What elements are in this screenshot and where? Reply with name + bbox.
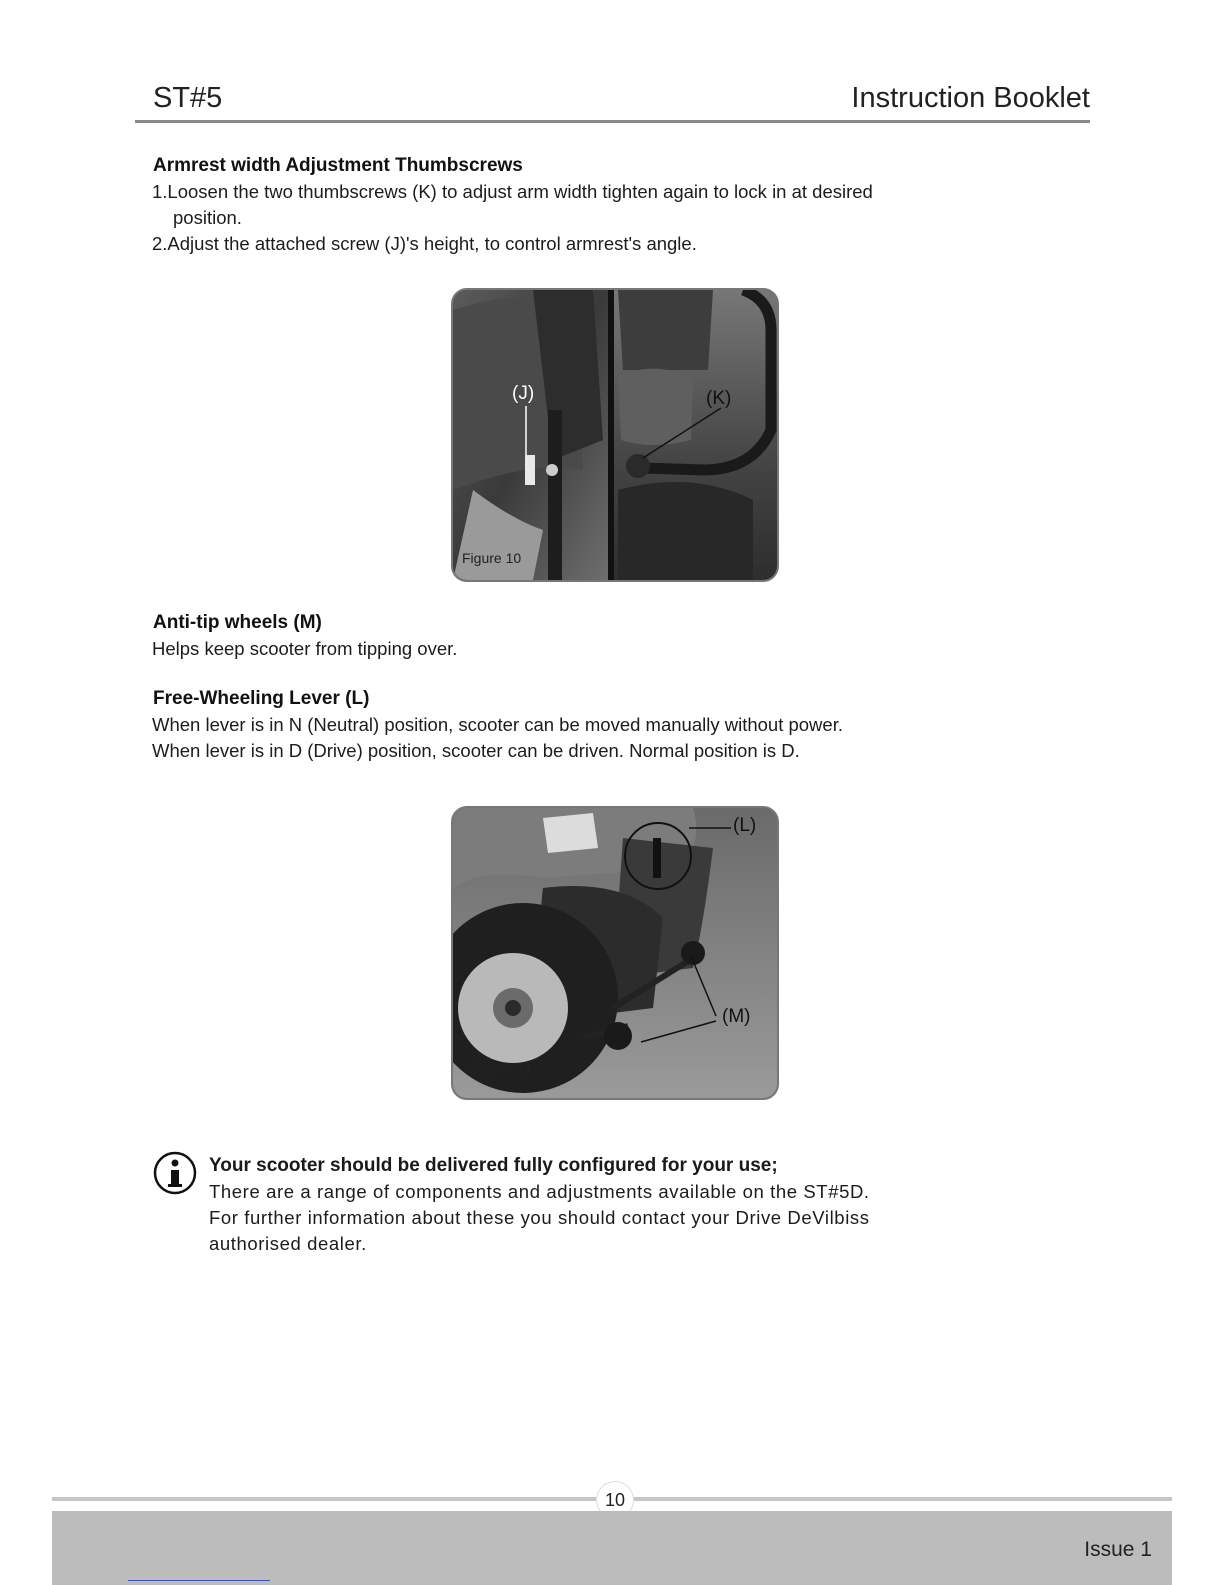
note-line-2: For further information about these you should contact your Drive DeVilbiss — [209, 1207, 870, 1228]
note-heading: Your scooter should be delivered fully configured for your use; — [209, 1155, 778, 1176]
figure-10-label-j: (J) — [512, 383, 535, 404]
note-line-1: There are a range of components and adjustments available on the ST#5D. — [209, 1181, 870, 1202]
header-model: ST#5 — [153, 82, 223, 114]
footer-link-underline — [128, 1580, 270, 1581]
figure-11-caption: Figure 11 — [470, 1060, 533, 1077]
armrest-heading: Armrest width Adjustment Thumbscrews — [153, 155, 523, 176]
armrest-step-1: 1.Loosen the two thumbscrews (K) to adjust arm width tighten again to lock in at desired — [152, 181, 873, 202]
figure-10-caption: Figure 10 — [462, 550, 522, 566]
antitip-text: Helps keep scooter from tipping over. — [152, 638, 458, 659]
note-line-3: authorised dealer. — [209, 1233, 367, 1254]
figure-11-label-m: (M) — [722, 1006, 751, 1027]
figure-11-label-l: (L) — [733, 815, 757, 836]
freewheel-heading: Free-Wheeling Lever (L) — [153, 688, 370, 709]
info-icon — [152, 1150, 198, 1196]
footer-band — [52, 1511, 1172, 1585]
freewheel-line-2: When lever is in D (Drive) position, scooter can be driven. Normal position is D. — [152, 740, 800, 761]
header-title: Instruction Booklet — [851, 82, 1090, 114]
antitip-heading: Anti-tip wheels (M) — [153, 612, 322, 633]
freewheel-line-1: When lever is in N (Neutral) position, scooter can be moved manually without power. — [152, 714, 843, 735]
header-divider — [135, 120, 1090, 123]
issue-label: Issue 1 — [1084, 1538, 1152, 1561]
figure-10-leader-lines — [451, 288, 775, 578]
page-number: 10 — [596, 1481, 634, 1519]
armrest-step-2: 2.Adjust the attached screw (J)'s height, to control armrest's angle. — [152, 233, 697, 254]
figure-10-label-k: (K) — [706, 388, 732, 409]
armrest-step-1-cont: position. — [173, 207, 242, 228]
figure-11-leader-lines — [451, 806, 775, 1096]
